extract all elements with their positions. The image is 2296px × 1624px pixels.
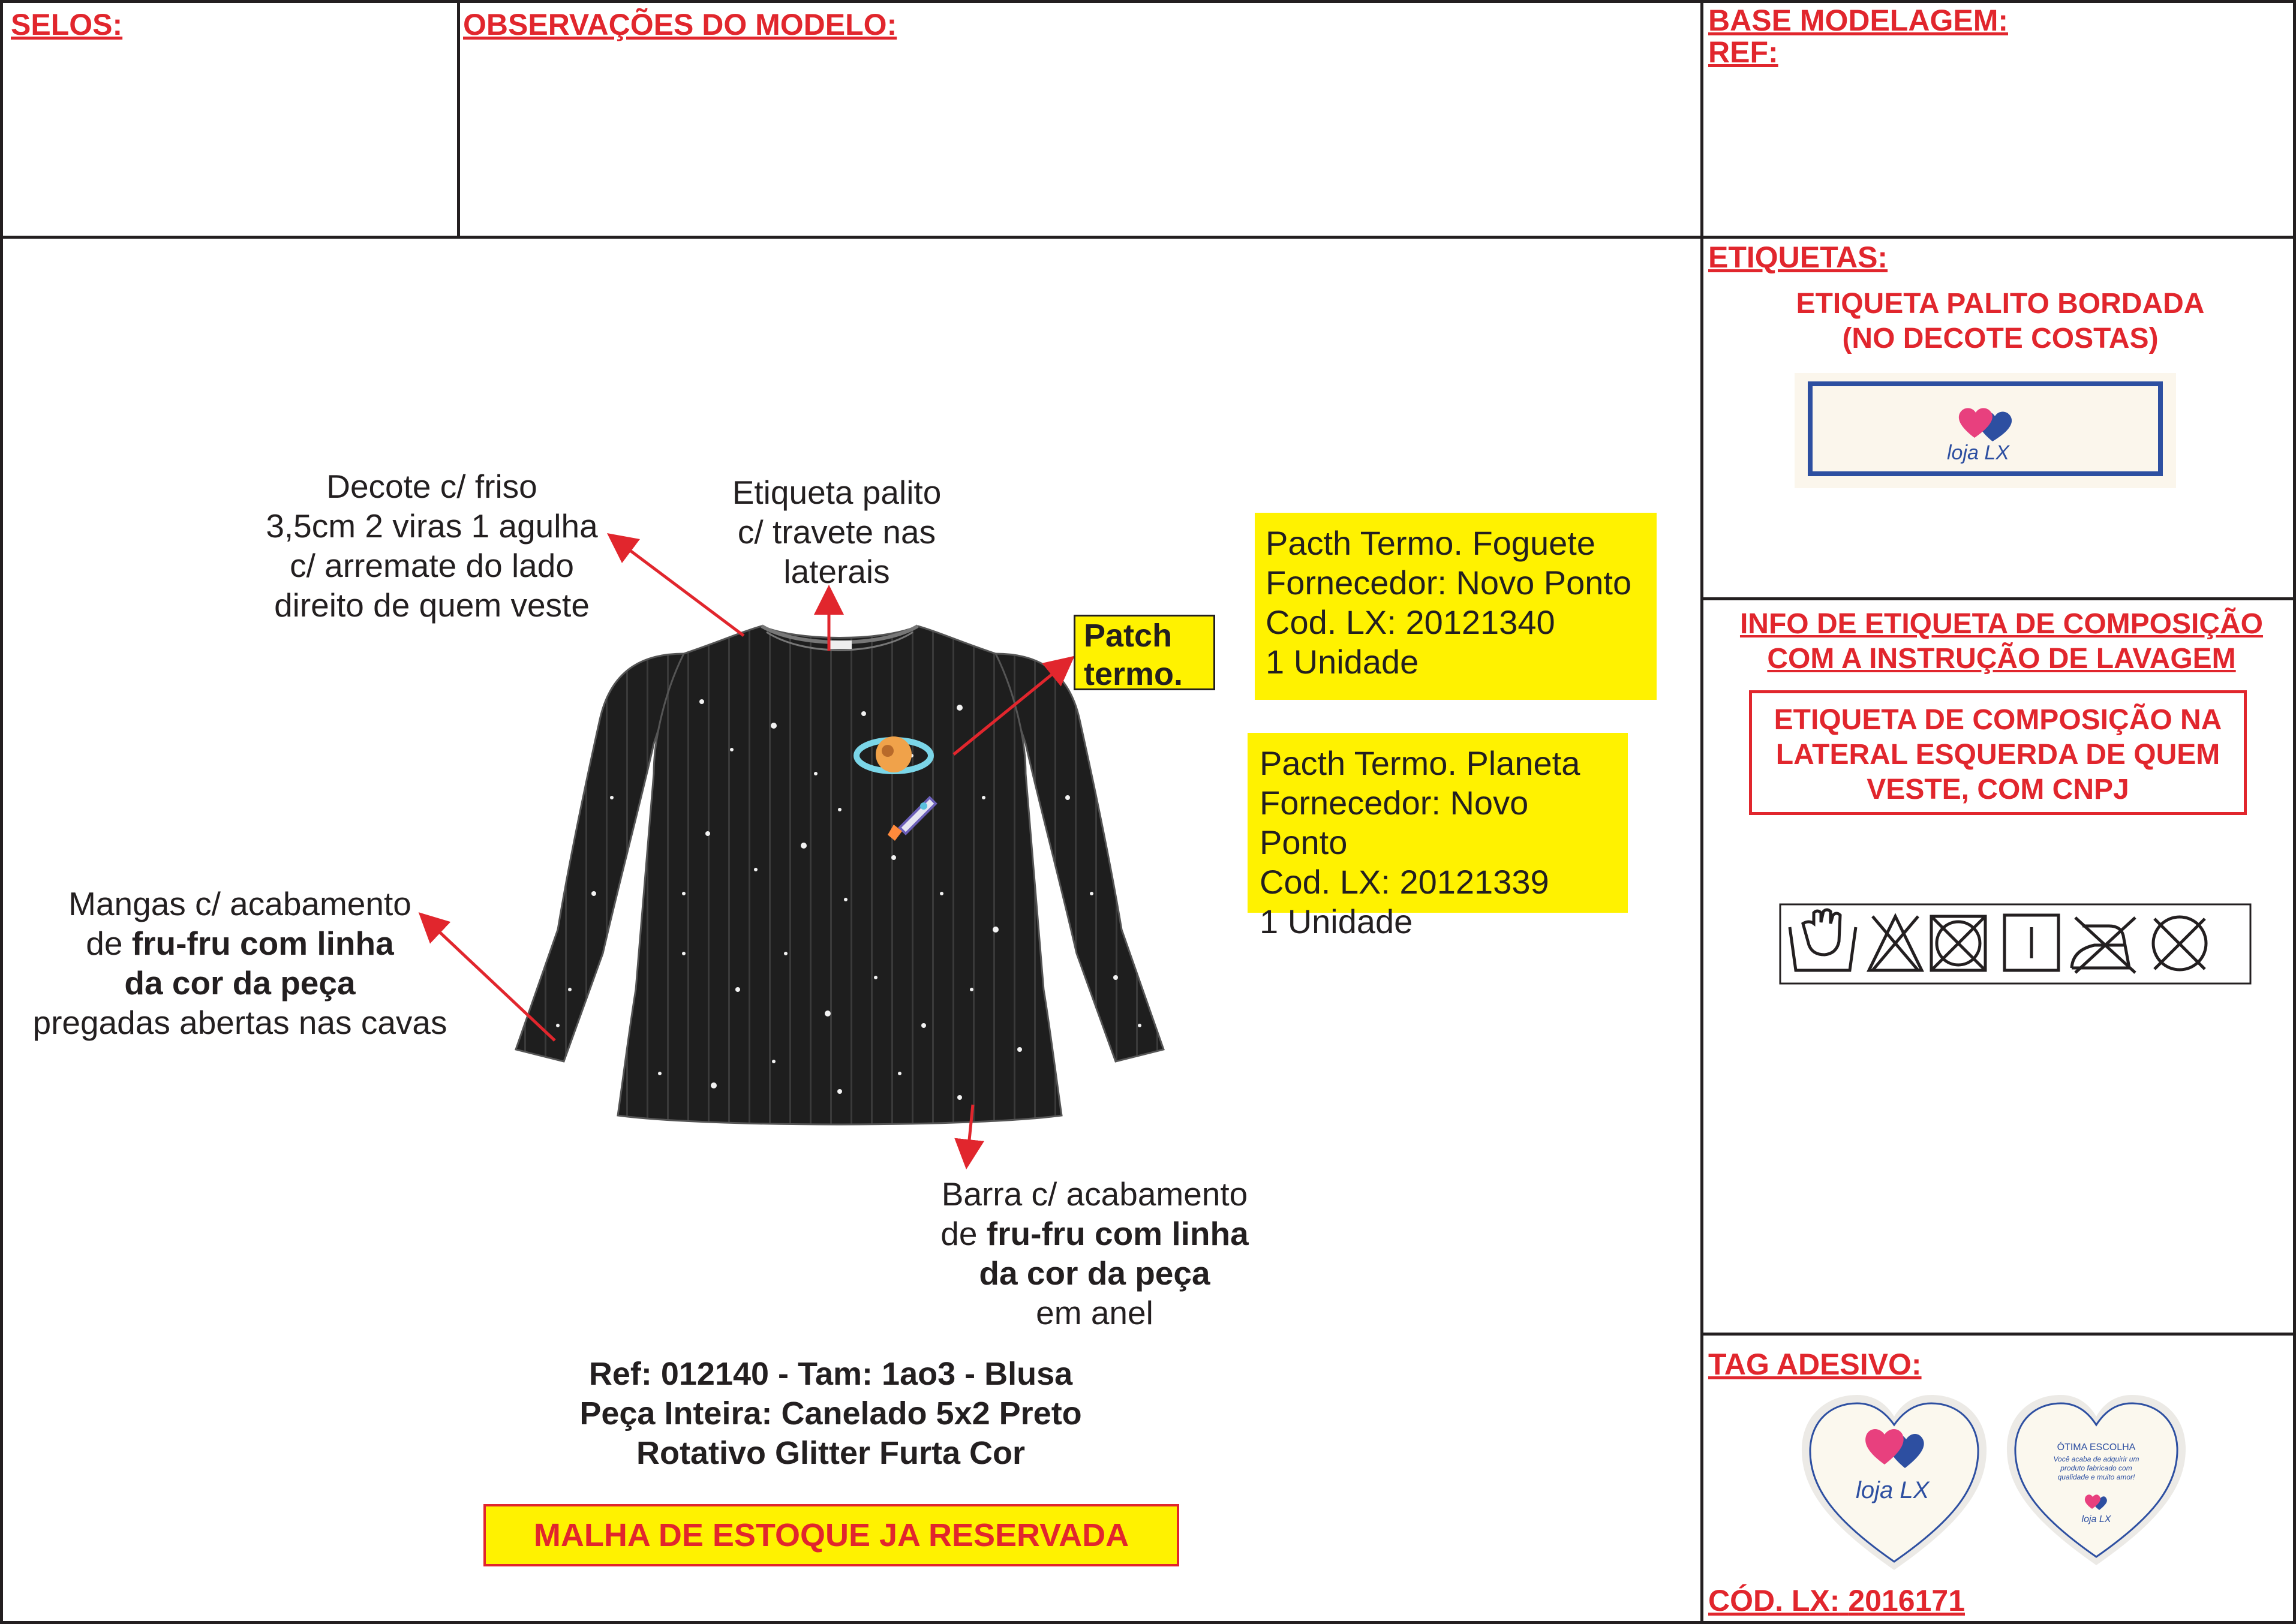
barra-line2-bold: fru-fru com linha	[986, 1215, 1249, 1252]
heart-tag-front	[1798, 1390, 1990, 1576]
etiqueta-palito-label	[1795, 373, 2176, 488]
composicao-heading-line1: INFO DE ETIQUETA DE COMPOSIÇÃO	[1739, 608, 2264, 640]
border-bottom	[0, 1621, 2296, 1624]
composicao-box-line3: VESTE, COM CNPJ	[1867, 774, 2129, 805]
border-right	[2293, 0, 2296, 1624]
cod-lx-label: CÓD. LX:	[1708, 1584, 1840, 1617]
heart-back-text: Você acaba de adquirir um produto fabricado com qualidade e muito amor!	[2053, 1455, 2139, 1481]
composicao-box-line2: LATERAL ESQUERDA DE QUEM	[1775, 739, 2220, 771]
barra-line3	[900, 1253, 1290, 1293]
composicao-box-text	[1752, 703, 2244, 807]
mangas-line1: Mangas c/ acabamento	[68, 885, 411, 922]
barra-line2	[900, 1214, 1290, 1253]
patch-planeta-supplier: Fornecedor: Novo Ponto	[1260, 784, 1529, 861]
annotation-mangas	[12, 884, 468, 1042]
barra-line4: em anel	[1036, 1294, 1153, 1331]
annotation-etiqueta-palito	[696, 473, 978, 591]
composicao-box	[1749, 690, 2247, 815]
barra-line2-pre: de	[940, 1215, 987, 1252]
etiqueta-palito-line3: laterais	[783, 553, 890, 590]
patch-foguete-code: Cod. LX: 20121340	[1266, 603, 1555, 641]
ref-label: REF:	[1708, 35, 1778, 69]
barra-line1: Barra c/ acabamento	[941, 1175, 1248, 1213]
observacoes-label: OBSERVAÇÕES DO MODELO:	[463, 8, 897, 41]
care-symbols	[1779, 903, 2252, 985]
logo-text: loja LX	[1947, 441, 2009, 464]
patch-foguete-qty: 1 Unidade	[1266, 643, 1419, 681]
patch-foguete-name: Pacth Termo. Foguete	[1266, 524, 1595, 562]
composicao-heading-line2: COM A INSTRUÇÃO DE LAVAGEM	[1767, 643, 2236, 675]
product-reference	[528, 1354, 1134, 1473]
stock-notice-text: MALHA DE ESTOQUE JA RESERVADA	[533, 1517, 1129, 1553]
patch-foguete-box	[1255, 513, 1657, 700]
annotation-barra	[900, 1174, 1290, 1333]
product-fabric-line: Peça Inteira: Canelado 5x2 Preto	[579, 1396, 1082, 1431]
decote-line2: 3,5cm 2 viras 1 agulha	[266, 507, 598, 545]
patch-label-line2: termo.	[1084, 656, 1183, 690]
product-print-line: Rotativo Glitter Furta Cor	[636, 1435, 1026, 1471]
patch-planeta-box	[1248, 733, 1628, 940]
mangas-line2-bold: fru-fru com linha	[131, 925, 394, 962]
tag-adesivo-label: TAG ADESIVO:	[1708, 1348, 1922, 1381]
patch-planeta-name: Pacth Termo. Planeta	[1260, 744, 1580, 782]
heart-back-title: ÓTIMA ESCOLHA	[2057, 1442, 2136, 1452]
loja-lx-logo	[1937, 399, 2033, 465]
cod-lx	[1708, 1583, 1965, 1618]
etiqueta-title-line2: (NO DECOTE COSTAS)	[1842, 323, 2159, 354]
decote-line3: c/ arremate do lado	[290, 547, 574, 584]
mangas-line3	[12, 963, 468, 1003]
heart-tag-back	[2003, 1390, 2189, 1570]
patch-planeta-qty: 1 Unidade	[1260, 903, 1413, 940]
decote-line1: Decote c/ friso	[326, 468, 537, 505]
heart-front-logo-text: loja LX	[1856, 1477, 1930, 1503]
etiquetas-label: ETIQUETAS:	[1708, 240, 1888, 274]
patch-planeta-code: Cod. LX: 20121339	[1260, 863, 1549, 901]
base-modelagem-label: BASE MODELAGEM:	[1708, 4, 2008, 37]
divider-etiquetas	[1700, 597, 2296, 600]
cod-lx-value: 2016171	[1848, 1584, 1965, 1617]
mangas-line2	[12, 924, 468, 963]
barra-line3-bold: da cor da peça	[979, 1255, 1210, 1292]
patch-label-box	[1074, 615, 1215, 690]
mangas-line3-bold: da cor da peça	[124, 964, 356, 1002]
divider-tag	[1700, 1333, 2296, 1336]
mangas-line2-pre: de	[86, 925, 132, 962]
decote-line4: direito de quem veste	[274, 587, 590, 624]
etiqueta-title	[1727, 287, 2273, 356]
product-ref-line: Ref: 012140 - Tam: 1ao3 - Blusa	[588, 1356, 1073, 1392]
etiqueta-title-line1: ETIQUETA PALITO BORDADA	[1796, 288, 2205, 320]
etiqueta-palito-line2: c/ travete nas	[737, 513, 936, 551]
patch-label-line1: Patch	[1084, 618, 1173, 654]
patch-foguete-supplier: Fornecedor: Novo Ponto	[1266, 564, 1632, 602]
composicao-box-line1: ETIQUETA DE COMPOSIÇÃO NA	[1774, 704, 2222, 736]
divider-right-column	[1700, 0, 1703, 1624]
stock-notice	[483, 1504, 1179, 1566]
etiqueta-palito-line1: Etiqueta palito	[732, 474, 942, 511]
arrow-barra	[967, 1105, 973, 1163]
selos-label: SELOS:	[11, 8, 123, 41]
arrow-patch	[954, 660, 1070, 754]
annotation-decote	[246, 467, 618, 625]
mangas-line4: pregadas abertas nas cavas	[32, 1004, 447, 1041]
heart-back-logo-text: loja LX	[2081, 1514, 2111, 1524]
composicao-heading	[1707, 607, 2296, 676]
